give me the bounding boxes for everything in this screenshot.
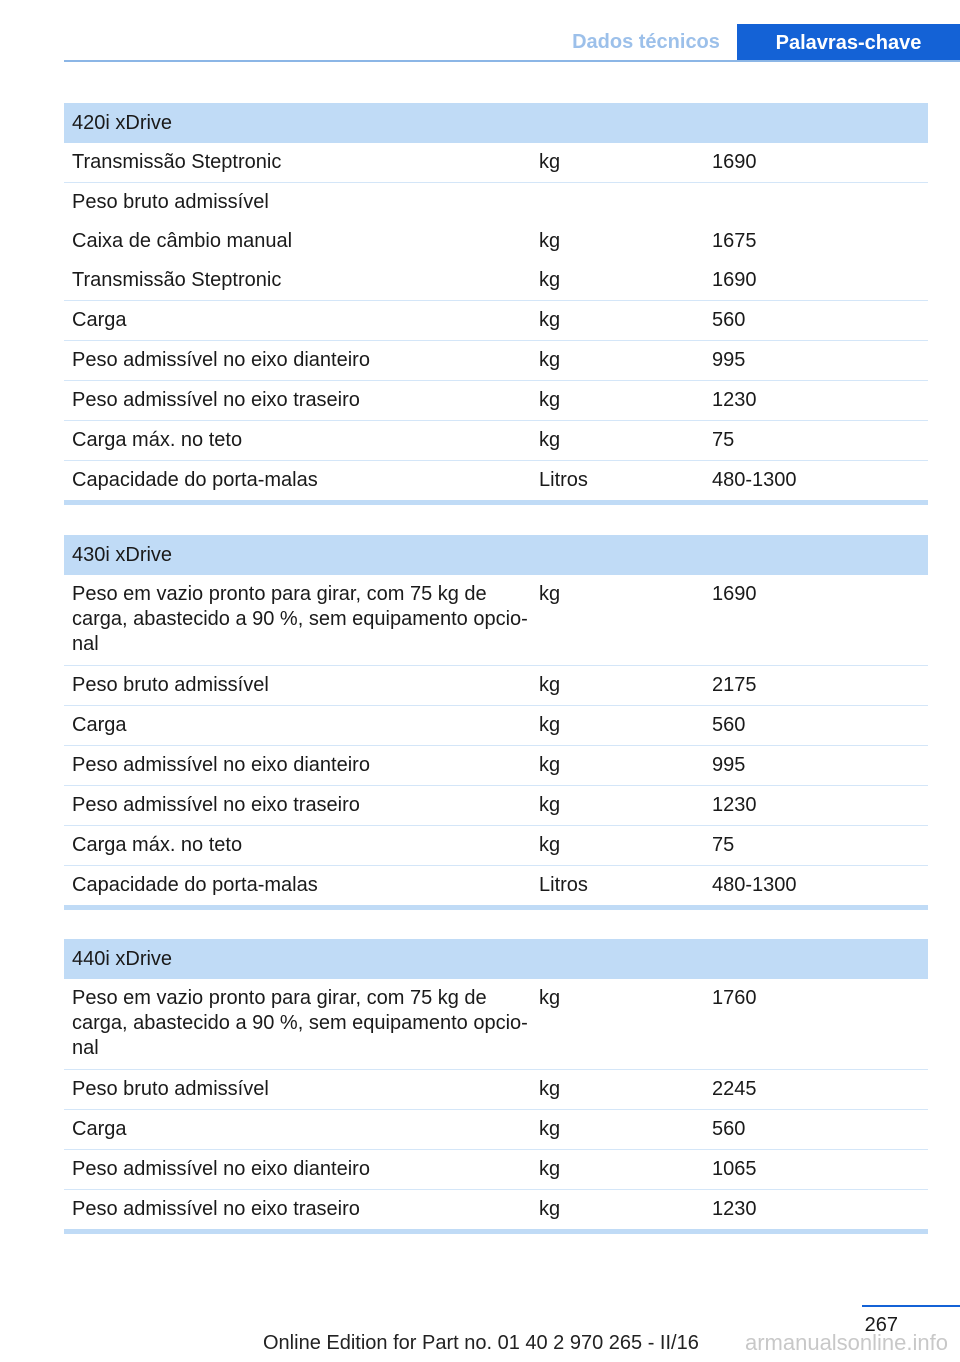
table-row — [64, 1150, 928, 1190]
table-title: 440i xDrive — [64, 939, 928, 979]
spec-table-440i — [64, 939, 928, 1234]
table-row — [64, 341, 928, 381]
row-value: 560 — [712, 1118, 746, 1140]
table-row — [64, 786, 928, 826]
table-row — [64, 666, 928, 706]
row-unit: kg — [539, 309, 561, 331]
row-label: Transmissão Steptronic — [72, 269, 282, 291]
spec-table-420i — [64, 103, 928, 505]
page-number: 267 — [864, 1314, 898, 1336]
table-row — [64, 461, 928, 500]
row-label: Peso admissível no eixo traseiro — [72, 389, 360, 411]
table-row — [64, 1190, 928, 1229]
row-value: 1230 — [712, 1198, 757, 1220]
row-value: 1690 — [712, 151, 757, 173]
table-row — [64, 421, 928, 461]
row-unit: kg — [539, 583, 561, 605]
row-label: Peso em vazio pronto para girar, com 75 kg de carga, abastecido a 90 %, sem equipamento opcio-nal — [72, 987, 528, 1059]
row-unit: Litros — [539, 469, 588, 491]
row-unit: kg — [539, 230, 561, 252]
row-unit: kg — [539, 1158, 561, 1180]
row-value: 75 — [712, 429, 735, 451]
table-row — [64, 575, 928, 666]
row-unit: kg — [539, 1198, 561, 1220]
row-label: Peso admissível no eixo dianteiro — [72, 1158, 370, 1180]
table-title: 430i xDrive — [64, 535, 928, 575]
row-unit: kg — [539, 754, 561, 776]
table-row — [64, 261, 928, 301]
row-value: 1690 — [712, 583, 757, 605]
row-value: 1675 — [712, 230, 757, 252]
table-row — [64, 1070, 928, 1110]
row-label: Peso admissível no eixo dianteiro — [72, 754, 370, 776]
row-unit: kg — [539, 269, 561, 291]
row-value: 1230 — [712, 389, 757, 411]
row-unit: Litros — [539, 874, 588, 896]
row-unit: kg — [539, 151, 561, 173]
row-value: 480-1300 — [712, 874, 797, 896]
table-row — [64, 143, 928, 183]
row-unit: kg — [539, 1078, 561, 1100]
edition-note: Online Edition for Part no. 01 40 2 970 265 - II/16 — [263, 1332, 699, 1354]
row-unit — [539, 183, 712, 222]
row-label: Carga máx. no teto — [72, 429, 243, 451]
spec-table-430i — [64, 535, 928, 910]
table-title: 420i xDrive — [64, 103, 928, 143]
row-label: Peso bruto admissível — [72, 191, 269, 213]
row-unit: kg — [539, 834, 561, 856]
tab-palavras-chave[interactable]: Palavras-chave — [737, 24, 960, 62]
table-row — [64, 866, 928, 905]
table-row — [64, 1110, 928, 1150]
row-label: Peso bruto admissível — [72, 1078, 269, 1100]
row-label: Peso bruto admissível — [72, 674, 269, 696]
row-unit: kg — [539, 714, 561, 736]
row-value: 560 — [712, 309, 746, 331]
row-label: Caixa de câmbio manual — [72, 230, 293, 252]
row-label: Carga máx. no teto — [72, 834, 243, 856]
row-value: 480-1300 — [712, 469, 797, 491]
row-value — [712, 183, 928, 222]
row-label: Peso em vazio pronto para girar, com 75 kg de carga, abastecido a 90 %, sem equipamento opcio-nal — [72, 583, 528, 655]
row-value: 2175 — [712, 674, 757, 696]
row-label: Peso admissível no eixo dianteiro — [72, 349, 370, 371]
row-unit: kg — [539, 1118, 561, 1140]
row-value: 1690 — [712, 269, 757, 291]
row-unit: kg — [539, 987, 561, 1009]
row-label: Carga — [72, 1118, 127, 1140]
row-unit: kg — [539, 349, 561, 371]
table-row — [64, 301, 928, 341]
row-value: 2245 — [712, 1078, 757, 1100]
header-divider — [64, 60, 960, 62]
row-label: Carga — [72, 309, 127, 331]
row-unit: kg — [539, 794, 561, 816]
footer-divider — [862, 1305, 960, 1307]
table-row — [64, 979, 928, 1070]
watermark: armanualsonline.info — [744, 1330, 948, 1355]
row-label: Carga — [72, 714, 127, 736]
row-value: 560 — [712, 714, 746, 736]
row-value: 1065 — [712, 1158, 757, 1180]
table-row — [64, 706, 928, 746]
row-label: Capacidade do porta-malas — [72, 469, 318, 491]
row-value: 1230 — [712, 794, 757, 816]
table-end-bar — [64, 905, 928, 910]
row-value: 75 — [712, 834, 735, 856]
row-label: Capacidade do porta-malas — [72, 874, 318, 896]
row-label: Peso admissível no eixo traseiro — [72, 1198, 360, 1220]
table-row — [64, 826, 928, 866]
table-row — [64, 381, 928, 421]
row-label: Peso admissível no eixo traseiro — [72, 794, 360, 816]
row-value: 1760 — [712, 987, 757, 1009]
table-row — [64, 183, 928, 222]
row-unit: kg — [539, 429, 561, 451]
tab-dados-tecnicos[interactable]: Dados técnicos — [572, 31, 720, 53]
row-unit: kg — [539, 389, 561, 411]
row-value: 995 — [712, 754, 746, 776]
row-unit: kg — [539, 674, 561, 696]
table-row — [64, 746, 928, 786]
table-end-bar — [64, 500, 928, 505]
table-end-bar — [64, 1229, 928, 1234]
row-label: Transmissão Steptronic — [72, 151, 282, 173]
table-row — [64, 222, 928, 261]
row-value: 995 — [712, 349, 746, 371]
